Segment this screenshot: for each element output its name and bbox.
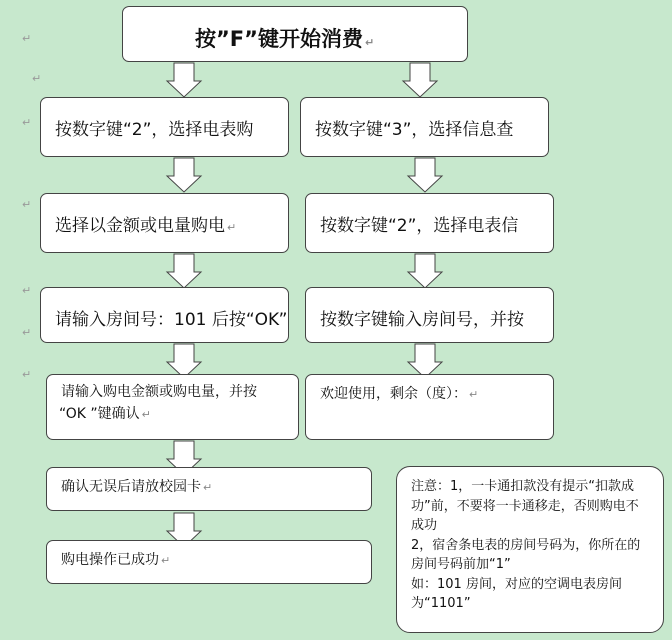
margin-mark: ↵ [22, 284, 32, 297]
left-step-6 [46, 540, 372, 584]
left-step-2-label [55, 211, 236, 236]
start-text: 按”F”键开始消费 [195, 27, 363, 51]
arrow-start-right [403, 63, 437, 97]
arrow-left-1 [167, 158, 201, 192]
note-line-2: 2，宿舍条电表的房间号码为，你所在的房间号码前加“1” [411, 537, 641, 572]
margin-mark: ↵ [22, 198, 32, 211]
arrow-right-3 [408, 344, 442, 378]
note-line-3: 如：101 房间，对应的空调电表房间为“1101” [411, 576, 622, 611]
right-step-1-text: 按数字键“3”，选择信息查 [315, 120, 514, 140]
arrow-start-left [167, 63, 201, 97]
left-step-6-label [61, 551, 170, 570]
left-step-5-label [61, 478, 212, 497]
right-step-4-label [320, 385, 478, 404]
arrow-right-1 [408, 158, 442, 192]
left-step-1-text: 按数字键“2”，选择电表购 [55, 120, 254, 140]
margin-mark: ↵ [32, 72, 42, 85]
margin-mark: ↵ [22, 116, 32, 129]
left-step-6-text: 购电操作已成功 [61, 552, 159, 568]
left-step-4 [46, 374, 299, 440]
arrow-right-2 [408, 254, 442, 288]
left-step-5 [46, 467, 372, 511]
left-step-4-line1: 请输入购电金额或购电量，并按 [61, 384, 257, 400]
margin-mark: ↵ [22, 32, 32, 45]
edit-mark: ↵ [227, 221, 237, 234]
left-step-1 [40, 97, 289, 157]
right-step-2 [305, 193, 554, 253]
margin-mark: ↵ [22, 326, 32, 339]
note-box [396, 466, 664, 633]
edit-mark: ↵ [203, 481, 213, 494]
edit-mark: ↵ [469, 388, 479, 401]
note-line-1: 注意：1，一卡通扣款没有提示“扣款成功”前，不要将一卡通移走，否则购电不成功 [411, 479, 639, 533]
arrow-left-2 [167, 254, 201, 288]
edit-mark: ↵ [141, 408, 151, 421]
margin-mark: ↵ [22, 368, 32, 381]
left-step-4-line2: “OK ”键确认 [59, 406, 140, 422]
right-step-4 [305, 374, 554, 440]
left-step-2 [40, 193, 289, 253]
edit-mark: ↵ [364, 36, 375, 49]
edit-mark: ↵ [161, 554, 171, 567]
left-step-4-line2-label [59, 405, 151, 424]
left-step-3 [40, 287, 289, 343]
right-step-1 [300, 97, 549, 157]
right-step-3-text: 按数字键输入房间号，并按 [320, 310, 524, 330]
arrow-left-3 [167, 344, 201, 378]
left-step-3-text: 请输入房间号：101 后按“OK” [55, 310, 288, 330]
left-step-5-text: 确认无误后请放校园卡 [61, 479, 201, 495]
right-step-3 [305, 287, 554, 343]
note-text [411, 477, 649, 614]
right-step-2-text: 按数字键“2”，选择电表信 [320, 216, 519, 236]
left-step-2-text: 选择以金额或电量购电 [55, 216, 225, 236]
right-step-4-text: 欢迎使用，剩余（度）： [320, 386, 467, 402]
